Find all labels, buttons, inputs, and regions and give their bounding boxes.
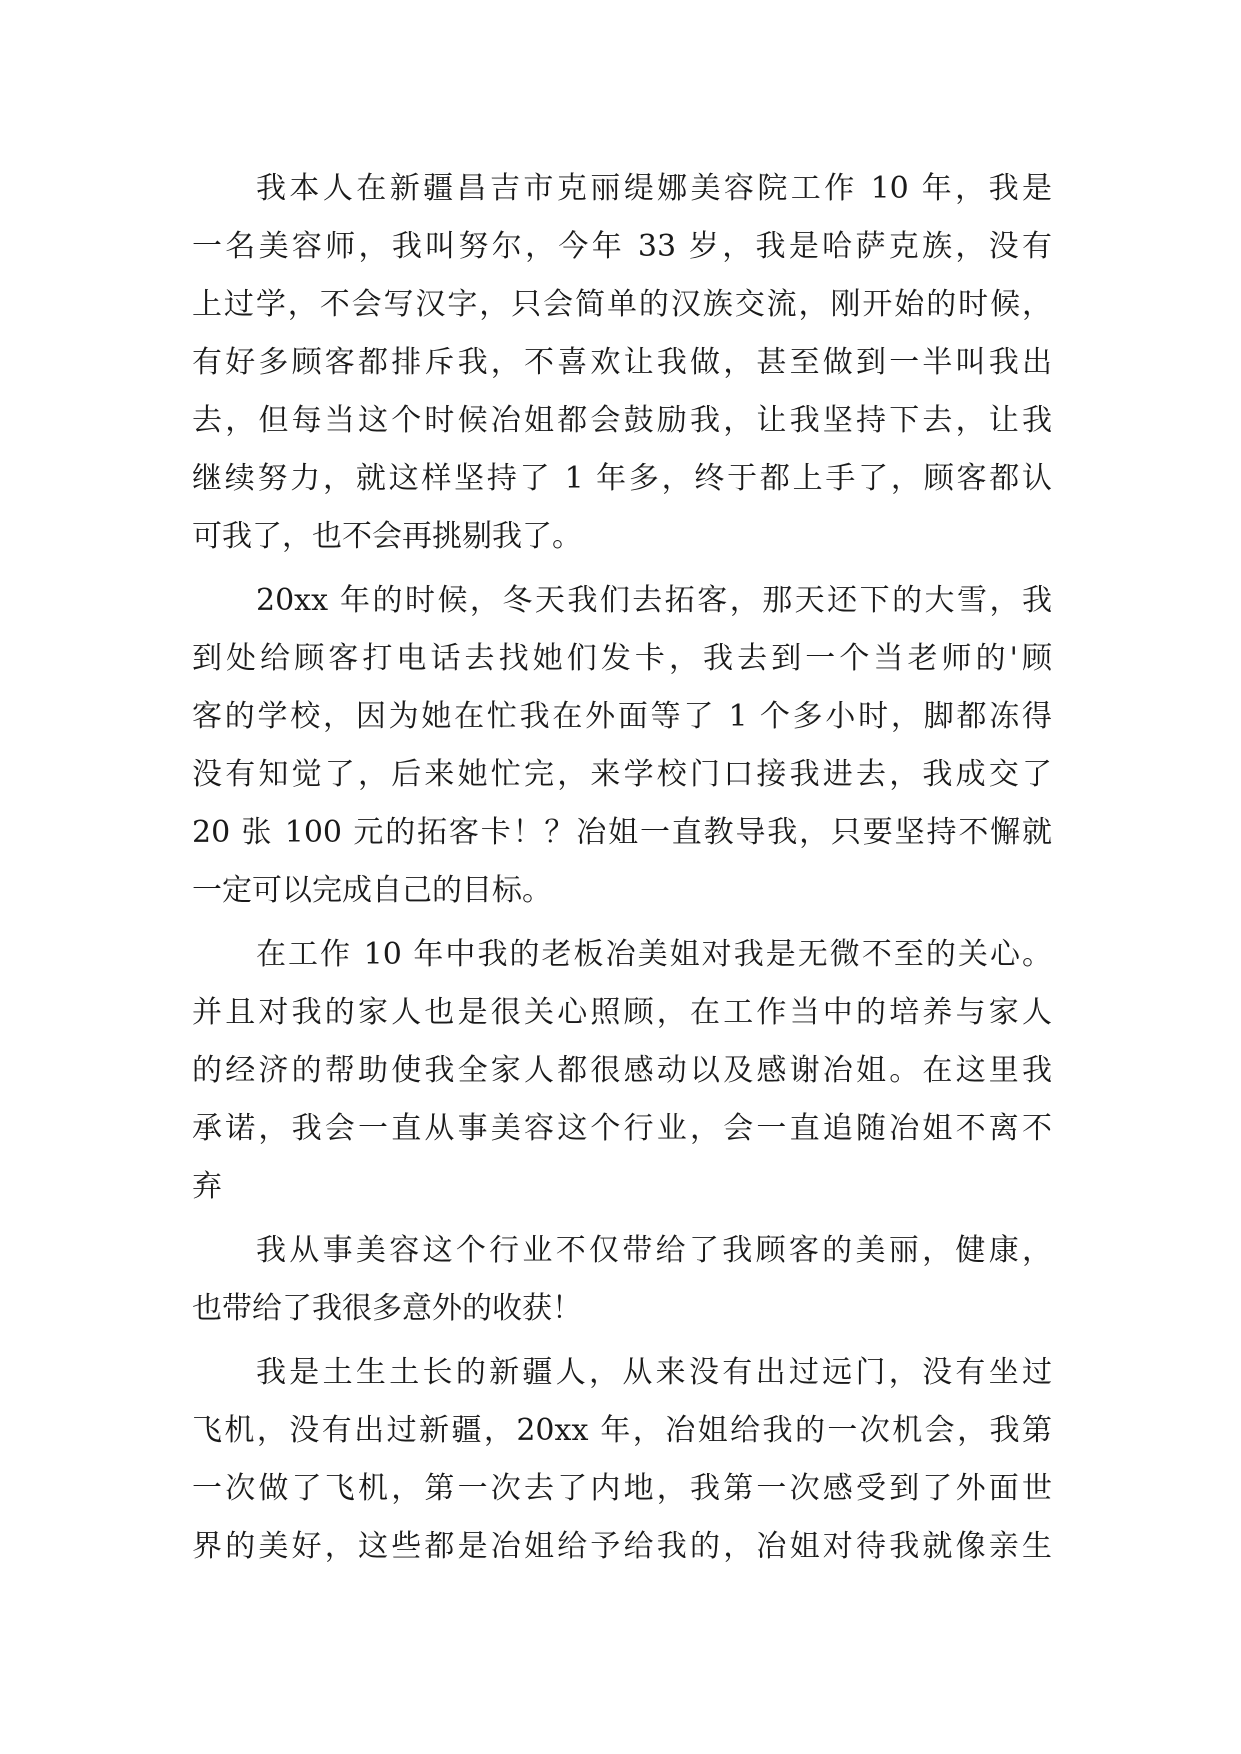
- text-line: 我是土生土长的新疆人，从来没有出过远门，没有坐过: [256, 1355, 1052, 1390]
- text-line: 界的美好，这些都是冶姐给予给我的，冶姐对待我就像亲生: [192, 1529, 1052, 1564]
- text-line: 可我了，也不会再挑剔我了。: [192, 519, 582, 554]
- text-line: 一名美容师，我叫努尔，今年 33 岁，我是哈萨克族，没有: [192, 229, 1052, 264]
- text-line: 20xx 年的时候，冬天我们去拓客，那天还下的大雪，我: [256, 583, 1052, 618]
- text-line: 到处给顾客打电话去找她们发卡，我去到一个当老师的'顾: [192, 641, 1052, 676]
- text-line: 我从事美容这个行业不仅带给了我顾客的美丽，健康，: [256, 1233, 1052, 1268]
- text-line: 继续努力，就这样坚持了 1 年多，终于都上手了，顾客都认: [192, 461, 1052, 496]
- text-line: 有好多顾客都排斥我，不喜欢让我做，甚至做到一半叫我出: [192, 345, 1052, 380]
- text-line: 20 张 100 元的拓客卡！？冶姐一直教导我，只要坚持不懈就: [192, 815, 1052, 850]
- text-line: 弃: [192, 1169, 222, 1204]
- text-line: 去，但每当这个时候冶姐都会鼓励我，让我坚持下去，让我: [192, 403, 1052, 438]
- paragraph-1: [192, 160, 1052, 566]
- document-body: [192, 160, 1052, 1576]
- text-line: 我本人在新疆昌吉市克丽缇娜美容院工作 10 年，我是: [256, 171, 1052, 206]
- paragraph-3: [192, 926, 1052, 1216]
- text-line: 在工作 10 年中我的老板冶美姐对我是无微不至的关心。: [256, 937, 1052, 972]
- text-line: 也带给了我很多意外的收获！: [192, 1291, 582, 1326]
- text-line: 一定可以完成自己的目标。: [192, 873, 552, 908]
- text-line: 没有知觉了，后来她忙完，来学校门口接我进去，我成交了: [192, 757, 1052, 792]
- text-line: 并且对我的家人也是很关心照顾，在工作当中的培养与家人: [192, 995, 1052, 1030]
- paragraph-2: [192, 572, 1052, 920]
- paragraph-4: [192, 1222, 1052, 1338]
- text-line: 承诺，我会一直从事美容这个行业，会一直追随冶姐不离不: [192, 1111, 1052, 1146]
- text-line: 飞机，没有出过新疆，20xx 年，冶姐给我的一次机会，我第: [192, 1413, 1052, 1448]
- text-line: 的经济的帮助使我全家人都很感动以及感谢冶姐。在这里我: [192, 1053, 1052, 1088]
- text-line: 上过学，不会写汉字，只会简单的汉族交流，刚开始的时候，: [192, 287, 1052, 322]
- paragraph-5: [192, 1344, 1052, 1576]
- text-line: 一次做了飞机，第一次去了内地，我第一次感受到了外面世: [192, 1471, 1052, 1506]
- text-line: 客的学校，因为她在忙我在外面等了 1 个多小时，脚都冻得: [192, 699, 1052, 734]
